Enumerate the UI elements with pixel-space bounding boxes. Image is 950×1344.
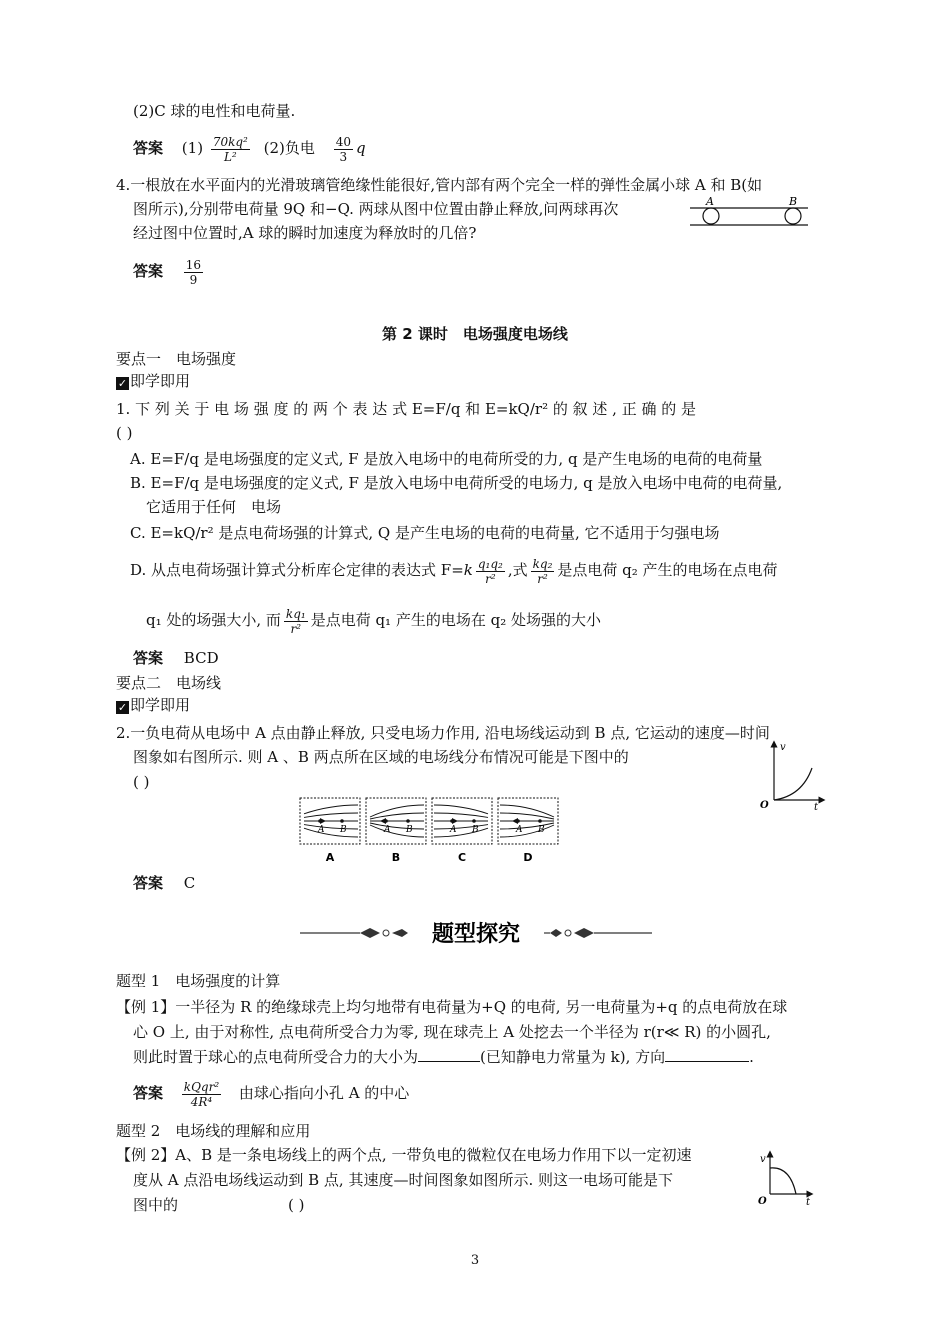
prev-answer-row: 答案 (1) $\frac{\text{70kq²}}{\text{L²}}$ (2)负电 $\frac{40}{3}$ q [133, 134, 366, 164]
section-title: 第 2 课时 电场强度电场线 [382, 325, 568, 343]
q4-line-3: 经过图中位置时,A 球的瞬时加速度为释放时的几倍? [133, 224, 477, 242]
point-a-label: A [384, 825, 391, 835]
answer-blank-magnitude [418, 1061, 480, 1062]
point-b-label: B [406, 825, 413, 835]
q1-option-c: C. E=kQ/r² 是点电荷场强的计算式, Q 是产生电场的电荷的电荷量, 它不适用于匀强电场 [130, 524, 720, 542]
svg-text:t: t [814, 802, 819, 810]
prev-question-part2: (2)C 球的电性和电荷量. [133, 102, 296, 120]
ball-a [703, 208, 719, 224]
field-line [434, 828, 488, 837]
practice-heading-1: ✓ 即学即用 [117, 372, 191, 390]
point-a-label: A [450, 825, 457, 835]
point-a-label: A [516, 825, 523, 835]
option-label-C: C [457, 851, 467, 864]
q1-option-d: D. 从点电荷场强计算式分析库仑定律的表达式 F=k $\frac{\text{q₁q₂}}{\text{r²}}$ ,式 $\frac{\text{kq₂}}{\text{r²}}$ 是点电荷 q₂ 产生的电场在点电荷 [130, 556, 778, 586]
q1-option-d-cont: q₁ 处的场强大小, 而 $\frac{\text{kq₁}}{\text{r²}}$ 是点电荷 q₁ 产生的电场在 q₂ 处场强的大小 [146, 606, 601, 636]
option-label-D: D [523, 851, 533, 864]
ball-b [785, 208, 801, 224]
q4-line-1: 4.一根放在水平面内的光滑玻璃管绝缘性能很好,管内部有两个完全一样的弹性金属小球 A 和 B(如 [116, 176, 763, 194]
q1-option-b-cont: 它适用于任何 电场 [146, 498, 282, 516]
field-line [304, 813, 358, 817]
answer-blank-direction [665, 1061, 749, 1062]
q1-line-1: 1. 下 列 关 于 电 场 强 度 的 两 个 表 达 式 E=F/q 和 E=kQ/r² 的 叙 述 , 正 确 的 是 [116, 400, 697, 418]
point-a-label: A [318, 825, 325, 835]
field-line [434, 813, 488, 817]
ex2-line-1: 【例 2】A、B 是一条电场线上的两个点, 一带负电的微粒仅在电场力作用下以一定初速 [116, 1146, 692, 1164]
field-fraction-q2: $\frac{\text{kq₂}}{\text{r²}}$ [532, 556, 553, 586]
svg-text:t: t [806, 1197, 811, 1208]
vt-graph-2 [756, 1148, 818, 1208]
field-option-B [366, 798, 426, 864]
svg-text:O: O [760, 800, 769, 810]
field-option-C [432, 798, 492, 864]
option-label-B: B [391, 851, 401, 864]
velocity-curve [774, 768, 812, 800]
field-option-A [300, 798, 360, 864]
glass-tube-figure [688, 194, 812, 230]
q2-line-2: 图象如右图所示. 则 A 、B 两点所在区域的电场线分布情况可能是下图中的 [133, 748, 629, 766]
svg-text:v: v [780, 742, 786, 753]
q2-answer-row: 答案 C [133, 874, 196, 892]
field-line [370, 805, 424, 817]
checkbox-icon: ✓ [117, 701, 128, 714]
answer-label: 答案 [133, 139, 164, 157]
ex1-answer-fraction: $\frac{\text{kQqr²}}{\text{4R⁴}}$ [183, 1079, 220, 1109]
field-line-options [298, 796, 562, 868]
field-line [370, 825, 424, 837]
coulomb-fraction: $\frac{\text{q₁q₂}}{\text{r²}}$ [477, 556, 503, 586]
field-option-D [498, 798, 558, 864]
q4-line-2: 图所示),分别带电荷量 9Q 和−Q. 两球从图中位置由静止释放,问两球再次 [133, 200, 619, 218]
ex1-line-3: 则此时置于球心的点电荷所受合力的大小为 (已知静电力常量为 k), 方向 . [133, 1048, 754, 1066]
field-line [500, 805, 554, 817]
ex1-line-2: 心 O 上, 由于对称性, 点电荷所受合力为零, 现在球壳上 A 处挖去一个半径为 r(r≪ R) 的小圆孔, [133, 1023, 771, 1041]
point-b [406, 819, 410, 823]
ex2-line-2: 度从 A 点沿电场线运动到 B 点, 其速度—时间图象如图所示. 则这一电场可能是下 [133, 1171, 674, 1189]
q1-option-b: B. E=F/q 是电场强度的定义式, F 是放入电场中电荷所受的电场力, q 是放入电场中电荷的电荷量, [130, 474, 783, 492]
field-line [304, 828, 358, 837]
point-b [340, 819, 344, 823]
point-a [384, 819, 388, 823]
point-b-label: B [340, 825, 347, 835]
svg-text:v: v [760, 1154, 766, 1165]
vt-graph-1 [758, 738, 830, 810]
ex2-line-3: 图中的 ( ) [133, 1196, 305, 1214]
q1-answer-row: 答案 BCD [133, 649, 219, 667]
point-b-label: B [538, 825, 545, 835]
q1-bracket: ( ) [116, 424, 133, 442]
q1-option-a: A. E=F/q 是电场强度的定义式, F 是放入电场中的电荷所受的力, q 是产生电场的电荷的电荷量 [130, 450, 763, 468]
point-b [538, 819, 542, 823]
svg-text:O: O [758, 1196, 767, 1207]
checkbox-icon: ✓ [117, 377, 128, 390]
page-number: 3 [470, 1253, 480, 1268]
field-line [304, 825, 358, 829]
banner-title: 题型探究 [431, 922, 521, 947]
point-b-label: B [472, 825, 479, 835]
field-line [500, 825, 554, 837]
field-fraction-q1: $\frac{\text{kq₁}}{\text{r²}}$ [285, 606, 306, 636]
q2-bracket: ( ) [133, 773, 150, 791]
topic-2: 题型 2 电场线的理解和应用 [116, 1122, 311, 1140]
topic-1: 题型 1 电场强度的计算 [116, 972, 281, 990]
q2-line-1: 2.一负电荷从电场中 A 点由静止释放, 只受电场力作用, 沿电场线运动到 B 点, 它运动的速度—时间 [116, 724, 770, 742]
option-label-A: A [325, 851, 335, 864]
point-b [472, 819, 476, 823]
q4-answer-row: 答案 $\frac{16}{9}$ [133, 257, 202, 287]
field-line [434, 825, 488, 829]
field-line [434, 805, 488, 814]
point-a [516, 819, 520, 823]
point-a [318, 819, 322, 823]
ex1-line-1: 【例 1】一半径为 R 的绝缘球壳上均匀地带有电荷量为+Q 的电荷, 另一电荷量为+q 的点电荷放在球 [116, 998, 788, 1016]
point-a [450, 819, 454, 823]
practice-heading-2: ✓ 即学即用 [117, 696, 191, 714]
key-point-1: 要点一 电场强度 [116, 350, 237, 368]
field-line [304, 805, 358, 814]
ball-a-label: A [706, 195, 714, 208]
q4-answer-fraction: $\frac{16}{9}$ [185, 257, 202, 287]
answer-fraction-2: $\frac{40}{3}$ [335, 134, 351, 164]
key-point-2: 要点二 电场线 [116, 674, 222, 692]
ball-b-label: B [789, 195, 798, 208]
velocity-curve [770, 1168, 796, 1194]
section-banner [298, 916, 654, 950]
ex1-answer-row: 答案 $\frac{\text{kQqr²}}{\text{4R⁴}}$ 由球心指向小孔 A 的中心 [133, 1079, 410, 1109]
answer-fraction-1: $\frac{\text{70kq²}}{\text{L²}}$ [212, 134, 248, 164]
